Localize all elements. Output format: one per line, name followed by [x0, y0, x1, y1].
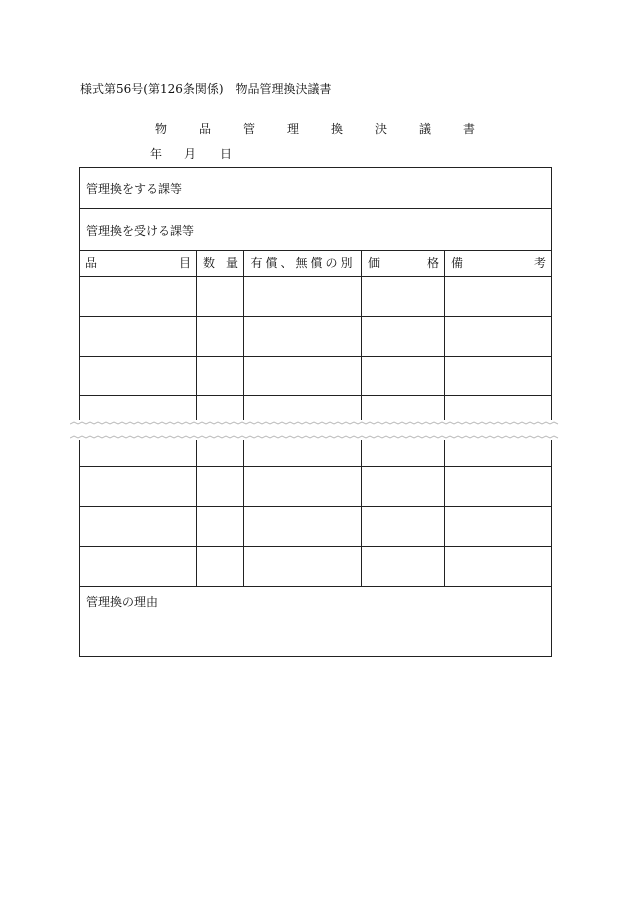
date-year: 年 [150, 147, 163, 161]
column-divider [361, 250, 362, 586]
header-remarks-left: 備 [451, 256, 464, 270]
form-label: 様式第56号(第126条関係) 物品管理換決議書 [80, 82, 332, 96]
header-quantity-right: 量 [225, 256, 238, 270]
page-break-band [70, 420, 560, 440]
page-break-wave [70, 420, 560, 440]
column-divider [444, 250, 445, 586]
header-paid-label: 有償、無償の別 [250, 256, 356, 270]
header-remarks [445, 250, 552, 276]
date-day: 日 [220, 147, 233, 161]
header-item [79, 250, 197, 276]
form-frame [79, 167, 552, 657]
reason-label: 管理換の理由 [86, 595, 159, 609]
divider [79, 316, 552, 317]
header-item-left: 品 [85, 256, 98, 270]
divider [79, 546, 552, 547]
divider [79, 506, 552, 507]
date-month: 月 [184, 147, 197, 161]
divider [79, 395, 552, 396]
header-price-left: 価 [368, 256, 381, 270]
divider [79, 356, 552, 357]
column-divider [196, 250, 197, 586]
header-quantity-left: 数 [203, 256, 216, 270]
header-quantity [197, 250, 244, 276]
header-item-right: 目 [178, 256, 191, 270]
divider [79, 276, 552, 277]
header-remarks-right: 考 [533, 256, 546, 270]
document-title: 物 品 管 理 換 決 議 書 [154, 122, 485, 136]
header-price-right: 格 [426, 256, 439, 270]
header-paid [244, 250, 362, 276]
divider [79, 208, 552, 209]
transfer-to-label: 管理換を受ける課等 [86, 224, 195, 238]
transfer-from-label: 管理換をする課等 [86, 182, 183, 196]
header-price [362, 250, 445, 276]
divider [79, 586, 552, 587]
divider [79, 466, 552, 467]
column-divider [243, 250, 244, 586]
